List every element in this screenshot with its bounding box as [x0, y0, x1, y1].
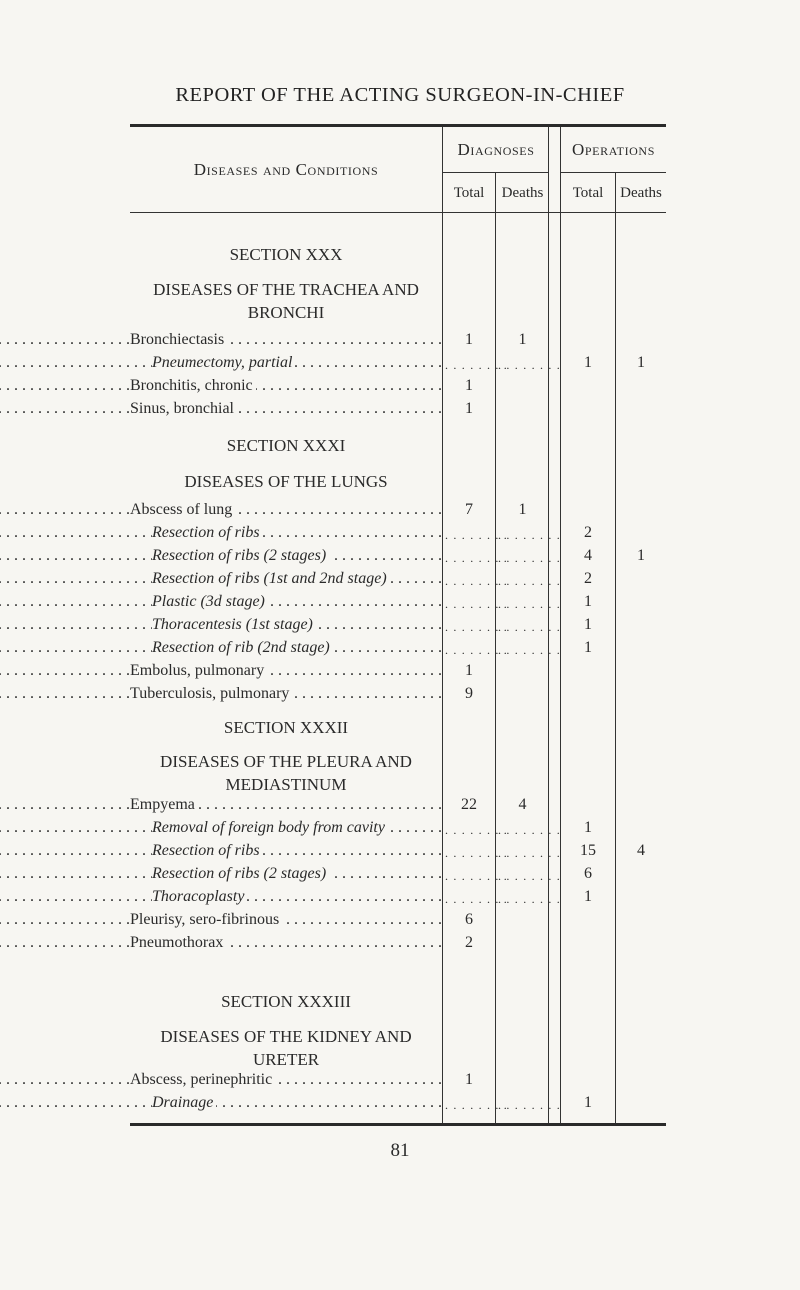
leader-dots: . . . . . . . . — [498, 551, 561, 565]
cell-op-deaths — [616, 377, 666, 400]
cell-op-deaths — [616, 819, 666, 842]
table-row — [130, 616, 666, 639]
cell-op-total: 2 — [584, 524, 592, 541]
row-label-text: Sinus, bronchial — [130, 400, 237, 417]
cell-op-total — [561, 400, 615, 423]
cell-op-deaths — [616, 796, 666, 819]
row-label-text: Plastic (3d stage) — [152, 593, 268, 610]
leader-dots: . . . . . . . . — [498, 620, 561, 634]
cell-op-deaths — [616, 685, 666, 708]
cell-op-deaths: 1 — [637, 547, 645, 564]
cell-op-total — [561, 796, 615, 819]
row-label-text: Thoracentesis (1st stage) — [152, 616, 316, 633]
row-label-text: Thoracoplasty — [152, 888, 247, 905]
table-row — [130, 400, 666, 423]
row-label-text: Resection of ribs (1st and 2nd stage) — [152, 570, 390, 587]
row-label-text: Pneumothorax — [130, 934, 226, 951]
cell-diag-deaths — [496, 1071, 549, 1094]
row-label-text: Bronchitis, chronic — [130, 377, 256, 394]
table-row — [130, 1071, 666, 1094]
section-number: SECTION XXXI — [226, 436, 346, 455]
cell-op-total — [561, 662, 615, 685]
cell-op-deaths — [616, 1094, 666, 1117]
row-label-text: Resection of ribs (2 stages) — [152, 865, 329, 882]
cell-diag-total: 1 — [465, 331, 473, 348]
leader-dots: . . . . . . . . — [445, 892, 508, 906]
row-label-text: Drainage — [152, 1094, 216, 1111]
leader-dots: . . . . . . . . — [445, 1098, 508, 1112]
cell-diag-total: 1 — [465, 400, 473, 417]
cell-op-deaths — [616, 888, 666, 911]
cell-diag-total: 22 — [461, 796, 477, 813]
table-row — [130, 911, 666, 934]
cell-op-deaths — [616, 524, 666, 547]
condition-label — [130, 377, 442, 400]
row-label-text: Pneumectomy, partial — [152, 354, 295, 371]
leader-dots: . . . . . . . . — [445, 823, 508, 837]
table-row — [130, 593, 666, 616]
page-number: 81 — [390, 1140, 410, 1161]
section-name: DISEASES OF THE KIDNEY AND URETER — [160, 1027, 412, 1069]
cell-op-total: 1 — [584, 888, 592, 905]
cell-op-total: 1 — [584, 354, 592, 371]
leader-dots: . . . . . . . . — [498, 597, 561, 611]
cell-op-deaths — [616, 1071, 666, 1094]
condition-label — [130, 934, 442, 957]
table-row — [130, 662, 666, 685]
leader-dots: . . . . . . . . — [498, 846, 561, 860]
cell-op-total — [561, 331, 615, 354]
cell-diag-deaths — [496, 934, 549, 957]
table-row — [130, 819, 666, 842]
section-name: DISEASES OF THE TRACHEA AND BRONCHI — [153, 280, 419, 322]
cell-diag-total: 1 — [465, 662, 473, 679]
operation-label — [152, 547, 442, 570]
cell-op-deaths — [616, 662, 666, 685]
header-subrule-diagnoses — [443, 172, 549, 173]
row-label-text: Bronchiectasis — [130, 331, 227, 348]
cell-op-total — [561, 911, 615, 934]
cell-diag-deaths — [496, 400, 549, 423]
row-label-text: Abscess of lung — [130, 501, 235, 518]
row-label-text: Empyema — [130, 796, 198, 813]
cell-diag-total: 9 — [465, 685, 473, 702]
operation-label — [152, 570, 442, 593]
leader-dots: . . . . . . . . — [445, 358, 508, 372]
cell-op-deaths — [616, 570, 666, 593]
leader-dots: . . . . . . . . — [498, 869, 561, 883]
row-label-text: Resection of rib (2nd stage) — [152, 639, 333, 656]
section-name: DISEASES OF THE LUNGS — [184, 472, 388, 491]
row-label-text: Resection of ribs (2 stages) — [152, 547, 329, 564]
row-label-text: Tuberculosis, pulmonary — [130, 685, 292, 702]
cell-diag-deaths: 1 — [518, 501, 527, 518]
cell-op-total — [561, 1071, 615, 1094]
header-diseases-and-conditions: Diseases and Conditions — [193, 160, 379, 179]
cell-diag-deaths — [496, 377, 549, 400]
cell-op-total: 1 — [584, 639, 592, 656]
leader-dots: . . . . . . . . — [445, 528, 508, 542]
table-row — [130, 331, 666, 354]
operation-label — [152, 888, 442, 911]
section-number: SECTION XXX — [229, 245, 343, 264]
cell-diag-total: 1 — [465, 1071, 473, 1088]
condition-label — [130, 400, 442, 423]
operation-label — [152, 819, 442, 842]
header-subrule-operations — [561, 172, 666, 173]
row-label-text: Pleurisy, sero-fibrinous — [130, 911, 282, 928]
table-row — [130, 501, 666, 524]
leader-dots: . . . . . . . . — [445, 551, 508, 565]
header-op-total: Total — [572, 185, 604, 201]
cell-op-deaths — [616, 911, 666, 934]
cell-diag-deaths: 1 — [518, 331, 527, 348]
table-row — [130, 570, 666, 593]
leader-dots: . . . . . . . . — [498, 643, 561, 657]
table-row — [130, 888, 666, 911]
cell-op-total: 6 — [584, 865, 592, 882]
cell-op-deaths — [616, 400, 666, 423]
table-row — [130, 1094, 666, 1117]
header-diag-total: Total — [453, 185, 485, 201]
header-diag-deaths: Deaths — [501, 185, 544, 201]
cell-op-deaths — [616, 331, 666, 354]
row-label-text: Resection of ribs — [152, 842, 263, 859]
leader-dots: . . . . . . . . — [445, 869, 508, 883]
cell-op-total — [561, 501, 615, 524]
row-label-text: Embolus, pulmonary — [130, 662, 267, 679]
leader-dots: . . . . . . . . — [498, 823, 561, 837]
cell-op-total: 1 — [584, 616, 592, 633]
leader-dots: . . . . . . . . — [445, 846, 508, 860]
cell-op-total: 2 — [584, 570, 592, 587]
cell-diag-deaths — [496, 662, 549, 685]
condition-label — [130, 662, 442, 685]
cell-op-deaths: 4 — [637, 842, 645, 859]
cell-op-total: 1 — [584, 1094, 592, 1111]
table-row — [130, 377, 666, 400]
cell-diag-total: 7 — [465, 501, 473, 518]
operation-label — [152, 524, 442, 547]
cell-op-total: 4 — [584, 547, 592, 564]
table-row — [130, 842, 666, 865]
table-row — [130, 796, 666, 819]
cell-op-total — [561, 377, 615, 400]
leader-dots: . . . . . . . . — [445, 620, 508, 634]
leader-dots: . . . . . . . . — [498, 528, 561, 542]
header-op-deaths: Deaths — [620, 185, 662, 201]
condition-label — [130, 911, 442, 934]
cell-op-deaths: 1 — [637, 354, 645, 371]
cell-diag-deaths: 4 — [518, 796, 527, 813]
row-label-text: Abscess, perinephritic — [130, 1071, 275, 1088]
condition-label — [130, 501, 442, 524]
operation-label — [152, 354, 442, 377]
table-row — [130, 547, 666, 570]
leader-dots: . . . . . . . . — [498, 1098, 561, 1112]
cell-op-total — [561, 934, 615, 957]
condition-label — [130, 1071, 442, 1094]
cell-diag-total: 1 — [465, 377, 473, 394]
cell-op-deaths — [616, 501, 666, 524]
section-number: SECTION XXXII — [223, 718, 349, 737]
cell-diag-total: 2 — [465, 934, 473, 951]
row-label-text: Removal of foreign body from cavity — [152, 819, 388, 836]
cell-diag-total: 6 — [465, 911, 473, 928]
header-diagnoses: Diagnoses — [457, 140, 535, 159]
operation-label — [152, 865, 442, 888]
table-row — [130, 865, 666, 888]
leader-dots: . . . . . . . . — [445, 597, 508, 611]
cell-op-total: 15 — [580, 842, 596, 859]
header-operations: Operations — [572, 140, 655, 159]
cell-op-deaths — [616, 934, 666, 957]
table-row — [130, 685, 666, 708]
leader-dots: . . . . . . . . — [498, 892, 561, 906]
cell-op-total: 1 — [584, 819, 592, 836]
table-bottom-rule — [130, 1123, 666, 1126]
cell-op-deaths — [616, 865, 666, 888]
leader-dots: . . . . . . . . — [498, 574, 561, 588]
condition-label — [130, 796, 442, 819]
operation-label — [152, 1094, 442, 1117]
cell-op-total: 1 — [584, 593, 592, 610]
leader-dots: . . . . . . . . — [445, 643, 508, 657]
leader-dots: . . . . . . . . — [498, 358, 561, 372]
row-label-text: Resection of ribs — [152, 524, 263, 541]
condition-label — [130, 331, 442, 354]
table-row — [130, 934, 666, 957]
table-row — [130, 524, 666, 547]
page-title: REPORT OF THE ACTING SURGEON-IN-CHIEF — [175, 84, 625, 106]
operation-label — [152, 616, 442, 639]
cell-op-deaths — [616, 616, 666, 639]
cell-op-total — [561, 685, 615, 708]
table-row — [130, 354, 666, 377]
section-number: SECTION XXXIII — [221, 992, 351, 1011]
header-bottom-rule — [130, 212, 666, 213]
section-name: DISEASES OF THE PLEURA AND MEDIASTINUM — [160, 752, 412, 794]
operation-label — [152, 639, 442, 662]
table-row — [130, 639, 666, 662]
cell-diag-deaths — [496, 911, 549, 934]
table-top-rule — [130, 124, 666, 127]
cell-op-deaths — [616, 593, 666, 616]
condition-label — [130, 685, 442, 708]
operation-label — [152, 842, 442, 865]
cell-op-deaths — [616, 639, 666, 662]
operation-label — [152, 593, 442, 616]
cell-diag-deaths — [496, 685, 549, 708]
leader-dots: . . . . . . . . — [445, 574, 508, 588]
